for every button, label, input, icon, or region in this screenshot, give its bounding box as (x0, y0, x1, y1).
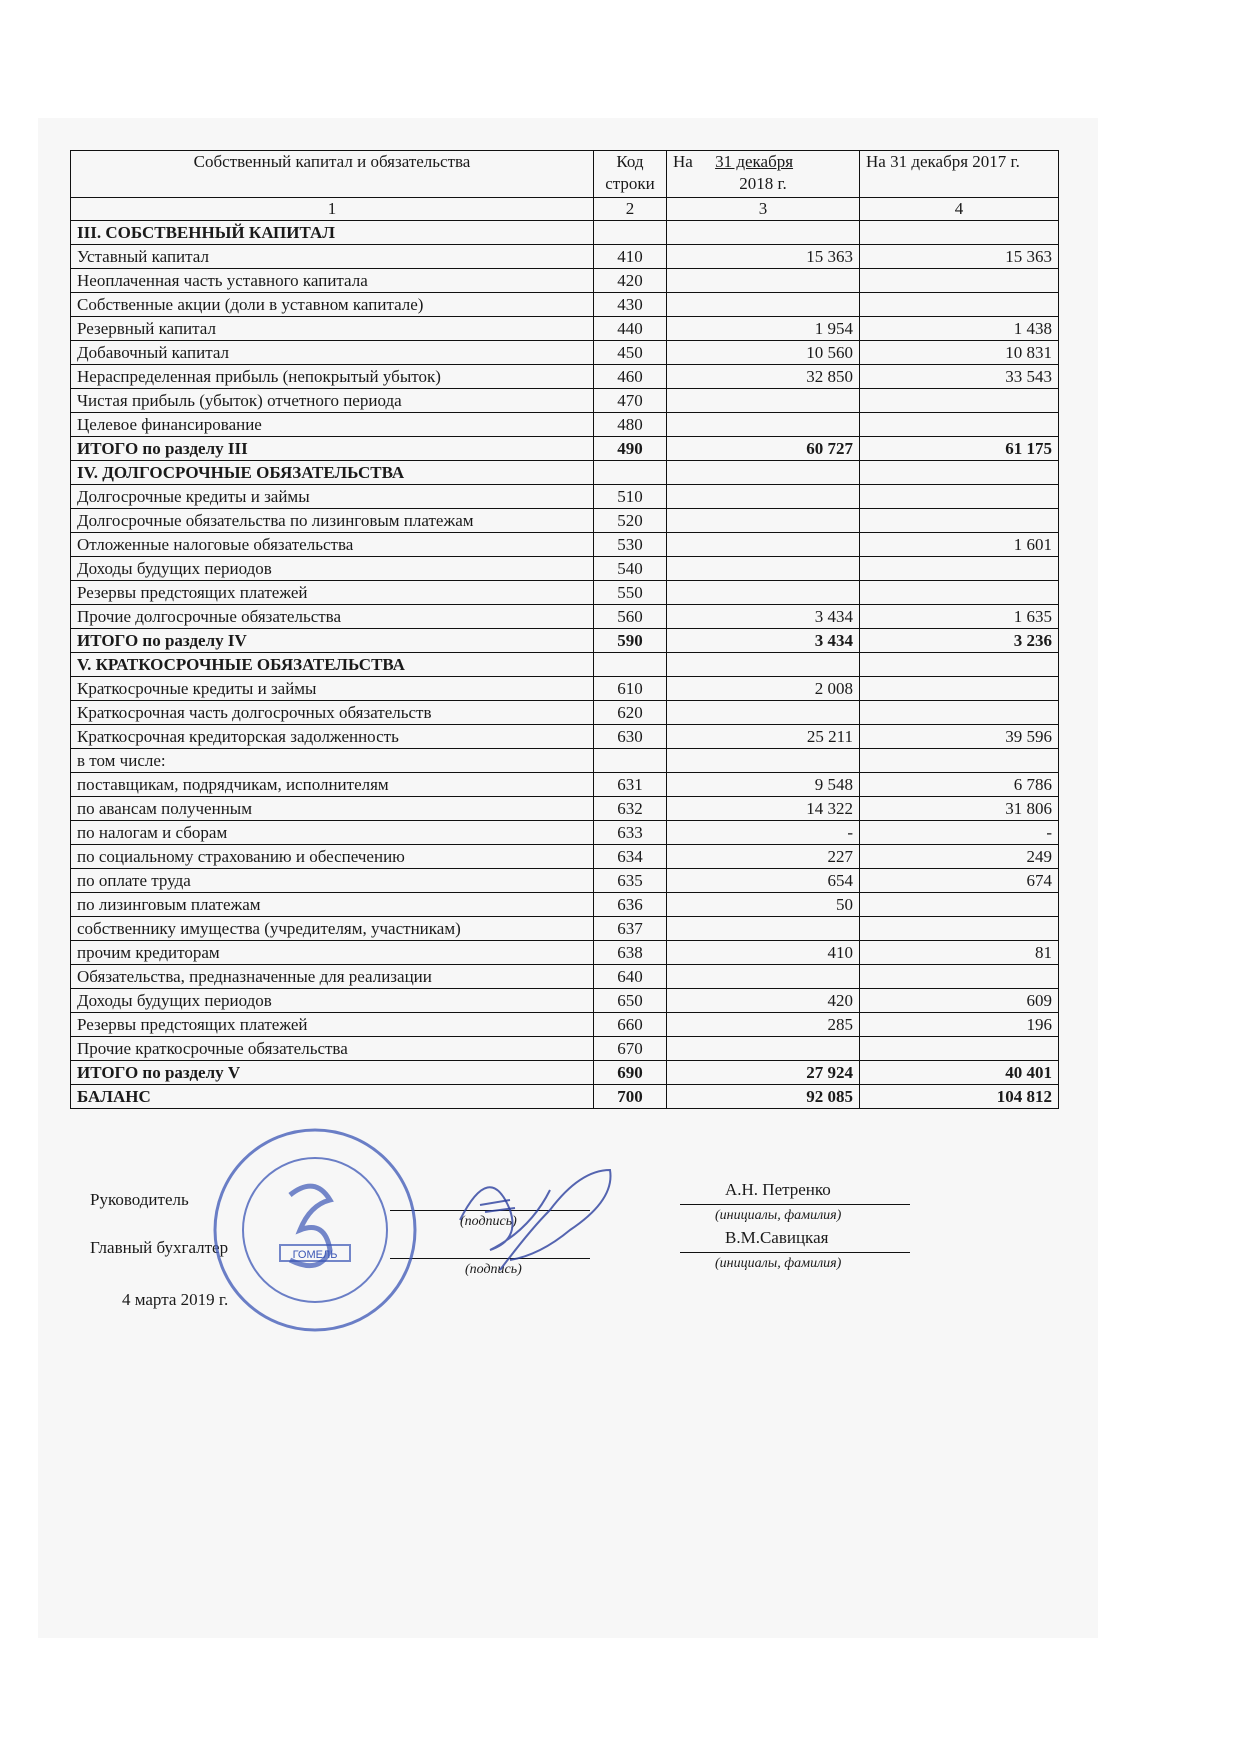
colnum-2: 2 (594, 198, 667, 221)
row-value-2017 (860, 293, 1059, 317)
row-name: ИТОГО по разделу IV (71, 629, 594, 653)
row-value-2018: 420 (667, 989, 860, 1013)
row-name: прочим кредиторам (71, 941, 594, 965)
colnum-4: 4 (860, 198, 1059, 221)
table-row (71, 845, 1059, 869)
table-row (71, 1013, 1059, 1037)
header-col-2018 (667, 151, 860, 198)
row-value-2018: 25 211 (667, 725, 860, 749)
row-value-2017: 10 831 (860, 341, 1059, 365)
table-row (71, 341, 1059, 365)
table-row (71, 269, 1059, 293)
row-name: по авансам полученным (71, 797, 594, 821)
header-col-code: Код строки (594, 151, 667, 198)
table-row (71, 389, 1059, 413)
row-value-2018: 92 085 (667, 1085, 860, 1109)
total-row (71, 1085, 1059, 1109)
row-value-2018: 2 008 (667, 677, 860, 701)
row-code: 440 (594, 317, 667, 341)
colnum-1: 1 (71, 198, 594, 221)
row-value-2017 (860, 749, 1059, 773)
row-name: Доходы будущих периодов (71, 989, 594, 1013)
header-2018-prefix: На (673, 152, 693, 171)
row-value-2017 (860, 893, 1059, 917)
row-name: III. СОБСТВЕННЫЙ КАПИТАЛ (71, 221, 594, 245)
row-name: Краткосрочные кредиты и займы (71, 677, 594, 701)
section-row (71, 221, 1059, 245)
table-row (71, 605, 1059, 629)
row-value-2017: 40 401 (860, 1061, 1059, 1085)
table-row (71, 821, 1059, 845)
row-value-2017: 81 (860, 941, 1059, 965)
row-value-2018 (667, 389, 860, 413)
row-name: ИТОГО по разделу III (71, 437, 594, 461)
row-name: Целевое финансирование (71, 413, 594, 437)
table-row (71, 485, 1059, 509)
table-row (71, 869, 1059, 893)
row-value-2017 (860, 461, 1059, 485)
row-value-2018 (667, 413, 860, 437)
row-code (594, 461, 667, 485)
row-value-2018: 227 (667, 845, 860, 869)
table-row (71, 677, 1059, 701)
head-signature-note: (подпись) (460, 1214, 517, 1229)
table-row (71, 1037, 1059, 1061)
row-code: 632 (594, 797, 667, 821)
head-label: Руководитель (90, 1190, 189, 1209)
row-name: в том числе: (71, 749, 594, 773)
row-value-2018: 1 954 (667, 317, 860, 341)
row-code: 636 (594, 893, 667, 917)
table-row (71, 533, 1059, 557)
row-code (594, 749, 667, 773)
row-code: 630 (594, 725, 667, 749)
row-value-2017: 674 (860, 869, 1059, 893)
row-code: 560 (594, 605, 667, 629)
header-col-2017: На 31 декабря 2017 г. (860, 151, 1059, 198)
report-date: 4 марта 2019 г. (122, 1290, 229, 1309)
row-value-2017: 31 806 (860, 797, 1059, 821)
row-name: Неоплаченная часть уставного капитала (71, 269, 594, 293)
header-2018-year: 2018 г. (739, 174, 787, 193)
total-row (71, 1061, 1059, 1085)
row-name: Резервный капитал (71, 317, 594, 341)
row-name: Краткосрочная кредиторская задолженность (71, 725, 594, 749)
row-value-2017: 39 596 (860, 725, 1059, 749)
table-row (71, 701, 1059, 725)
row-code: 633 (594, 821, 667, 845)
row-code: 620 (594, 701, 667, 725)
row-value-2017 (860, 653, 1059, 677)
row-value-2017: 196 (860, 1013, 1059, 1037)
row-name: собственнику имущества (учредителям, участникам) (71, 917, 594, 941)
row-name: Краткосрочная часть долгосрочных обязательств (71, 701, 594, 725)
row-value-2018: 654 (667, 869, 860, 893)
row-value-2018 (667, 293, 860, 317)
row-value-2018: 27 924 (667, 1061, 860, 1085)
section-row (71, 461, 1059, 485)
row-value-2017: 3 236 (860, 629, 1059, 653)
row-name: Уставный капитал (71, 245, 594, 269)
row-code: 510 (594, 485, 667, 509)
row-value-2017: 249 (860, 845, 1059, 869)
row-code: 540 (594, 557, 667, 581)
row-value-2018 (667, 221, 860, 245)
row-name: Нераспределенная прибыль (непокрытый убыток) (71, 365, 594, 389)
row-value-2018 (667, 965, 860, 989)
row-code: 610 (594, 677, 667, 701)
row-name: Обязательства, предназначенные для реализации (71, 965, 594, 989)
row-value-2017 (860, 413, 1059, 437)
table-row (71, 773, 1059, 797)
accountant-name-note: (инициалы, фамилия) (715, 1256, 842, 1271)
row-value-2017 (860, 509, 1059, 533)
row-code: 430 (594, 293, 667, 317)
table-row (71, 917, 1059, 941)
row-value-2017 (860, 1037, 1059, 1061)
row-name: Резервы предстоящих платежей (71, 581, 594, 605)
table-row (71, 509, 1059, 533)
table-row (71, 989, 1059, 1013)
head-name: А.Н. Петренко (725, 1180, 831, 1199)
table-row (71, 797, 1059, 821)
row-value-2018 (667, 917, 860, 941)
row-value-2018: 3 434 (667, 605, 860, 629)
row-name: Долгосрочные кредиты и займы (71, 485, 594, 509)
table-row (71, 557, 1059, 581)
row-name: по оплате труда (71, 869, 594, 893)
row-code (594, 221, 667, 245)
row-code: 637 (594, 917, 667, 941)
row-value-2017: 1 438 (860, 317, 1059, 341)
row-code: 700 (594, 1085, 667, 1109)
row-value-2018: 285 (667, 1013, 860, 1037)
row-code: 420 (594, 269, 667, 293)
accountant-name-line (680, 1252, 910, 1253)
row-value-2018: 32 850 (667, 365, 860, 389)
accountant-name: В.М.Савицкая (725, 1228, 829, 1247)
row-code: 490 (594, 437, 667, 461)
table-row (71, 245, 1059, 269)
row-value-2018 (667, 509, 860, 533)
row-code: 634 (594, 845, 667, 869)
row-name: БАЛАНС (71, 1085, 594, 1109)
row-name: Резервы предстоящих платежей (71, 1013, 594, 1037)
row-name: по лизинговым платежам (71, 893, 594, 917)
row-value-2018 (667, 653, 860, 677)
row-code: 480 (594, 413, 667, 437)
row-code: 650 (594, 989, 667, 1013)
balance-liabilities-table (70, 150, 1059, 1109)
row-value-2017: 15 363 (860, 245, 1059, 269)
row-value-2017 (860, 917, 1059, 941)
row-value-2017: - (860, 821, 1059, 845)
row-value-2018 (667, 485, 860, 509)
header-2018-date: 31 декабря (715, 152, 794, 171)
row-value-2018: 3 434 (667, 629, 860, 653)
row-value-2018 (667, 581, 860, 605)
row-name: Доходы будущих периодов (71, 557, 594, 581)
row-code: 640 (594, 965, 667, 989)
row-value-2017 (860, 557, 1059, 581)
table-row (71, 749, 1059, 773)
row-name: ИТОГО по разделу V (71, 1061, 594, 1085)
column-numbers-row (71, 198, 1059, 221)
row-value-2018 (667, 701, 860, 725)
section-row (71, 653, 1059, 677)
row-name: Прочие долгосрочные обязательства (71, 605, 594, 629)
accountant-signature-note: (подпись) (465, 1262, 522, 1277)
row-value-2018: 410 (667, 941, 860, 965)
row-code: 460 (594, 365, 667, 389)
row-value-2017 (860, 485, 1059, 509)
row-name: по налогам и сборам (71, 821, 594, 845)
stamp-inner-text: ГОМЕЛЬ (292, 1249, 338, 1261)
row-value-2018: - (667, 821, 860, 845)
table-row (71, 365, 1059, 389)
row-name: Прочие краткосрочные обязательства (71, 1037, 594, 1061)
row-value-2017 (860, 221, 1059, 245)
row-value-2017: 1 601 (860, 533, 1059, 557)
row-name: IV. ДОЛГОСРОЧНЫЕ ОБЯЗАТЕЛЬСТВА (71, 461, 594, 485)
row-name: Долгосрочные обязательства по лизинговым платежам (71, 509, 594, 533)
row-value-2018: 50 (667, 893, 860, 917)
row-value-2017 (860, 965, 1059, 989)
company-stamp (210, 1125, 420, 1335)
row-code: 638 (594, 941, 667, 965)
row-value-2018: 10 560 (667, 341, 860, 365)
row-value-2017: 6 786 (860, 773, 1059, 797)
row-code: 635 (594, 869, 667, 893)
row-value-2017: 609 (860, 989, 1059, 1013)
total-row (71, 629, 1059, 653)
row-value-2018 (667, 533, 860, 557)
row-value-2017 (860, 677, 1059, 701)
table-header-row (71, 151, 1059, 198)
row-code: 450 (594, 341, 667, 365)
row-code (594, 653, 667, 677)
row-code: 670 (594, 1037, 667, 1061)
row-name: Отложенные налоговые обязательства (71, 533, 594, 557)
row-code: 410 (594, 245, 667, 269)
accountant-label: Главный бухгалтер (90, 1238, 229, 1257)
row-value-2018 (667, 1037, 860, 1061)
row-code: 590 (594, 629, 667, 653)
row-value-2018: 60 727 (667, 437, 860, 461)
row-value-2017: 1 635 (860, 605, 1059, 629)
row-value-2018: 14 322 (667, 797, 860, 821)
head-name-line (680, 1204, 910, 1205)
row-value-2017: 61 175 (860, 437, 1059, 461)
table-row (71, 893, 1059, 917)
table-row (71, 581, 1059, 605)
row-code: 520 (594, 509, 667, 533)
table-row (71, 941, 1059, 965)
row-name: Добавочный капитал (71, 341, 594, 365)
row-value-2017: 104 812 (860, 1085, 1059, 1109)
row-name: по социальному страхованию и обеспечению (71, 845, 594, 869)
row-name: поставщикам, подрядчикам, исполнителям (71, 773, 594, 797)
row-code: 631 (594, 773, 667, 797)
row-code: 530 (594, 533, 667, 557)
row-name: Чистая прибыль (убыток) отчетного периода (71, 389, 594, 413)
total-row (71, 437, 1059, 461)
table-row (71, 725, 1059, 749)
row-value-2018: 15 363 (667, 245, 860, 269)
table-row (71, 317, 1059, 341)
table-row (71, 965, 1059, 989)
row-value-2018 (667, 269, 860, 293)
row-name: V. КРАТКОСРОЧНЫЕ ОБЯЗАТЕЛЬСТВА (71, 653, 594, 677)
row-value-2017 (860, 389, 1059, 413)
table-row (71, 293, 1059, 317)
handwritten-signatures (440, 1150, 630, 1290)
row-name: Собственные акции (доли в уставном капитале) (71, 293, 594, 317)
row-code: 660 (594, 1013, 667, 1037)
row-value-2018 (667, 461, 860, 485)
row-value-2017: 33 543 (860, 365, 1059, 389)
table-row (71, 413, 1059, 437)
header-col-name: Собственный капитал и обязательства (71, 151, 594, 198)
row-value-2017 (860, 701, 1059, 725)
row-value-2018 (667, 557, 860, 581)
colnum-3: 3 (667, 198, 860, 221)
row-code: 470 (594, 389, 667, 413)
row-value-2017 (860, 269, 1059, 293)
row-value-2018: 9 548 (667, 773, 860, 797)
row-value-2017 (860, 581, 1059, 605)
row-code: 690 (594, 1061, 667, 1085)
row-value-2018 (667, 749, 860, 773)
row-code: 550 (594, 581, 667, 605)
head-name-note: (инициалы, фамилия) (715, 1208, 842, 1223)
